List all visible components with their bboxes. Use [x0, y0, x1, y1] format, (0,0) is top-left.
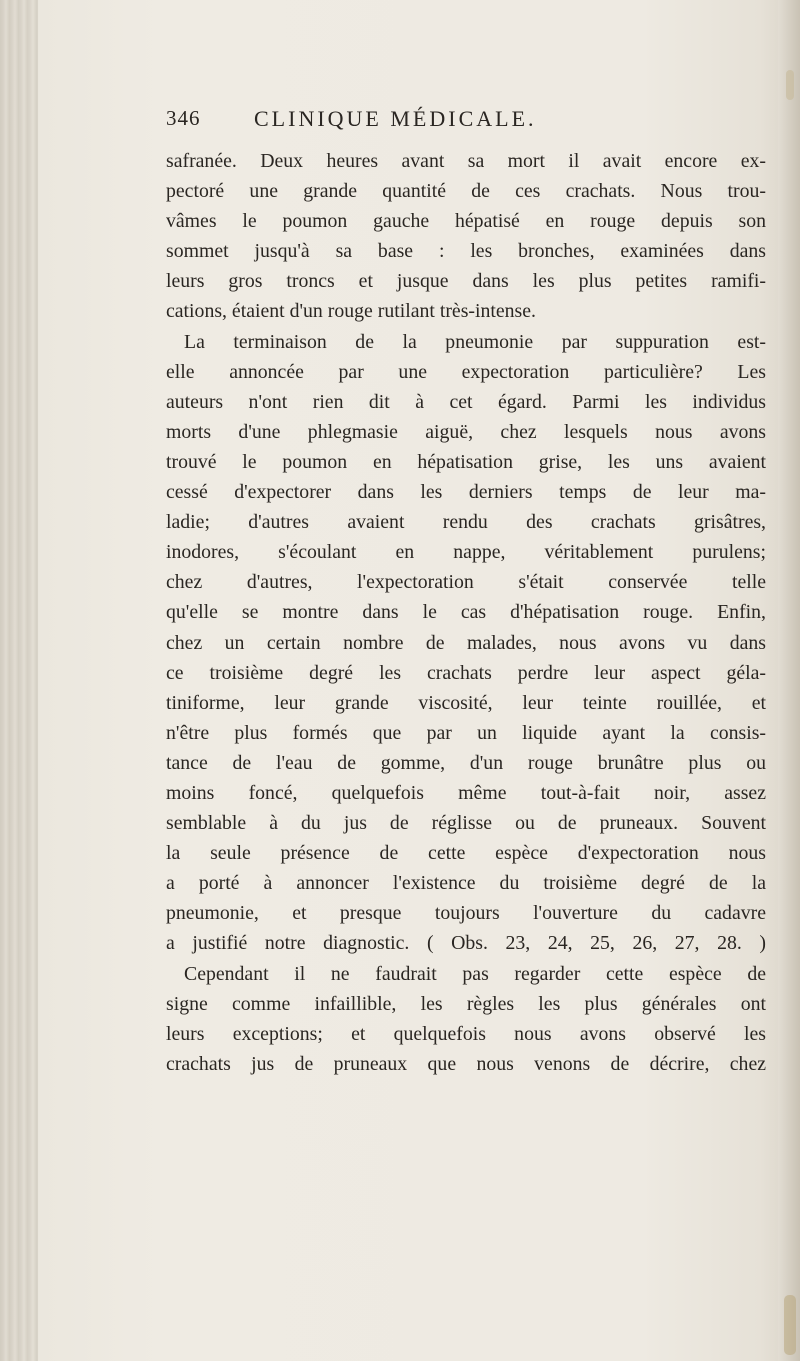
text-line: auteurs n'ont rien dit à cet égard. Parmi les individus: [166, 390, 766, 413]
page-number: 346: [166, 106, 201, 130]
text-line: pectoré une grande quantité de ces crachats. Nous trou-: [166, 180, 766, 203]
page-right-edge: [778, 0, 800, 1361]
text-line: morts d'une phlegmasie aiguë, chez lesquels nous avons: [166, 420, 766, 443]
text-line: vâmes le poumon gauche hépatisé en rouge depuis son: [166, 210, 766, 233]
text-line: Cependant il ne faudrait pas regarder cette espèce de: [184, 962, 766, 985]
text-line: leurs gros troncs et jusque dans les plus petites ramifi-: [166, 270, 766, 293]
text-line: tance de l'eau de gomme, d'un rouge brunâtre plus ou: [166, 751, 766, 774]
text-line: tiniforme, leur grande viscosité, leur teinte rouillée, et: [166, 691, 766, 714]
text-line: crachats jus de pruneaux que nous venons de décrire, chez: [166, 1052, 766, 1075]
running-title: CLINIQUE MÉDICALE.: [254, 106, 537, 131]
text-line: safranée. Deux heures avant sa mort il avait encore ex-: [166, 150, 766, 172]
text-line: ce troisième degré les crachats perdre leur aspect géla-: [166, 661, 766, 684]
edge-stain-bottom: [784, 1295, 796, 1355]
text-line: leurs exceptions; et quelquefois nous avons observé les: [166, 1022, 766, 1045]
page-header: [166, 106, 766, 140]
text-line: a porté à annoncer l'existence du troisième degré de la: [166, 872, 766, 895]
text-line: moins foncé, quelquefois même tout-à-fait noir, assez: [166, 781, 766, 804]
text-line: semblable à du jus de réglisse ou de pruneaux. Souvent: [166, 812, 766, 835]
text-line: ladie; d'autres avaient rendu des crachats grisâtres,: [166, 511, 766, 534]
text-line: chez d'autres, l'expectoration s'était conservée telle: [166, 571, 766, 594]
text-line: trouvé le poumon en hépatisation grise, les uns avaient: [166, 450, 766, 473]
text-line: sommet jusqu'à sa base : les bronches, examinées dans: [166, 240, 766, 263]
text-line: cessé d'expectorer dans les derniers temps de leur ma-: [166, 481, 766, 504]
text-line: elle annoncée par une expectoration particulière? Les: [166, 360, 766, 383]
text-line: cations, étaient d'un rouge rutilant très-intense.: [166, 300, 536, 323]
text-line: n'être plus formés que par un liquide ayant la consis-: [166, 721, 766, 744]
text-line: chez un certain nombre de malades, nous avons vu dans: [166, 631, 766, 654]
page-gutter-shadow: [0, 0, 38, 1361]
text-line: La terminaison de la pneumonie par suppuration est-: [184, 330, 766, 353]
text-line: inodores, s'écoulant en nappe, véritablement purulens;: [166, 541, 766, 564]
text-line: pneumonie, et presque toujours l'ouverture du cadavre: [166, 902, 766, 925]
text-line: la seule présence de cette espèce d'expectoration nous: [166, 842, 766, 865]
edge-stain-top: [786, 70, 794, 100]
text-line: qu'elle se montre dans le cas d'hépatisation rouge. Enfin,: [166, 601, 766, 624]
text-line: a justifié notre diagnostic. ( Obs. 23, 24, 25, 26, 27, 28. ): [166, 932, 766, 955]
body-text: [166, 146, 766, 1079]
text-line: signe comme infaillible, les règles les plus générales ont: [166, 992, 766, 1015]
